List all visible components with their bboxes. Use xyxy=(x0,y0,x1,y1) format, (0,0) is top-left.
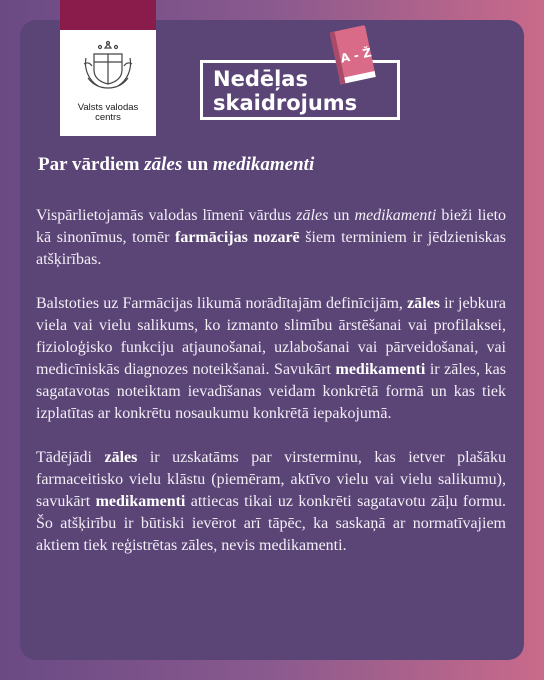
dictionary-book-icon xyxy=(325,20,383,92)
p1-term-medikamenti: medikamenti xyxy=(354,207,437,224)
p3-text: Tādējādi xyxy=(36,449,105,466)
vvc-logo xyxy=(60,0,156,136)
paragraph-3 xyxy=(36,447,506,557)
title-middle: un xyxy=(182,154,213,175)
title-term1: zāles xyxy=(144,154,183,175)
p2-bold-zales: zāles xyxy=(407,295,440,312)
title-term2: medikamenti xyxy=(212,154,315,175)
p1-text: un xyxy=(328,207,355,224)
p1-text: šiem terminiem ir jēdzieniskas atšķirības. xyxy=(36,229,506,268)
page-title xyxy=(38,154,314,176)
p2-text: ir zāles, kas sagatavotas noteiktam ievadīšanas veidam konkrētā formā un kas tiek izplatītas ar konkrētu nosaukumu konkrētā iepakojumā. xyxy=(36,361,507,422)
title-prefix: Par vārdiem xyxy=(38,154,145,175)
p3-bold-zales: zāles xyxy=(104,449,138,466)
badge-line2: skaidrojums xyxy=(213,91,358,115)
p2-bold-medikamenti: medikamenti xyxy=(335,361,426,378)
p2-text: Balstoties uz Farmācijas likumā norādītajām definīcijām, xyxy=(36,295,408,312)
paragraph-2 xyxy=(36,293,506,425)
p1-text: Vispārlietojamās valodas līmenī vārdus xyxy=(36,207,297,224)
paragraph-1 xyxy=(36,205,506,271)
coat-of-arms-icon xyxy=(80,38,136,94)
p3-text: attiecas tikai uz konkrēti sagatavotu zāļu formu. Šo atšķirību ir būtiski ievērot arī tāpēc, ka saskaņā ar normatīvajiem aktiem tiek reģistrētas zāles, nevis medikamenti. xyxy=(36,493,507,554)
p1-term-zales: zāles xyxy=(296,207,329,224)
badge-line1: Nedēļas xyxy=(213,67,308,91)
book-label: A - Ž xyxy=(339,45,373,66)
p3-text: ir uzskatāms par virsterminu, kas ietver plašāku farmaceitisko vielu klāstu (piemēram, aktīvo vielu vai vielu salikumu), savukārt xyxy=(36,449,507,510)
p2-text: ir jebkura viela vai vielu salikums, ko izmanto slimību ārstēšanai vai profilaksei, fizioloģisko funkciju atjaunošanai, uzlabošanai vai pārveidošanai, vai medicīniskās diagnozes noteikšanai. Savukārt xyxy=(36,295,506,378)
logo-org-line1: Valsts valodas xyxy=(77,102,139,113)
p3-bold-medikamenti: medikamenti xyxy=(95,493,186,510)
logo-text xyxy=(60,103,156,123)
logo-color-bar xyxy=(60,0,156,30)
article-body xyxy=(36,205,506,579)
p1-bold-pharmacy: farmācijas nozarē xyxy=(175,229,300,246)
p1-text: bieži lieto kā sinonīmus, tomēr xyxy=(36,207,507,246)
logo-org-line2: centrs xyxy=(95,112,121,123)
